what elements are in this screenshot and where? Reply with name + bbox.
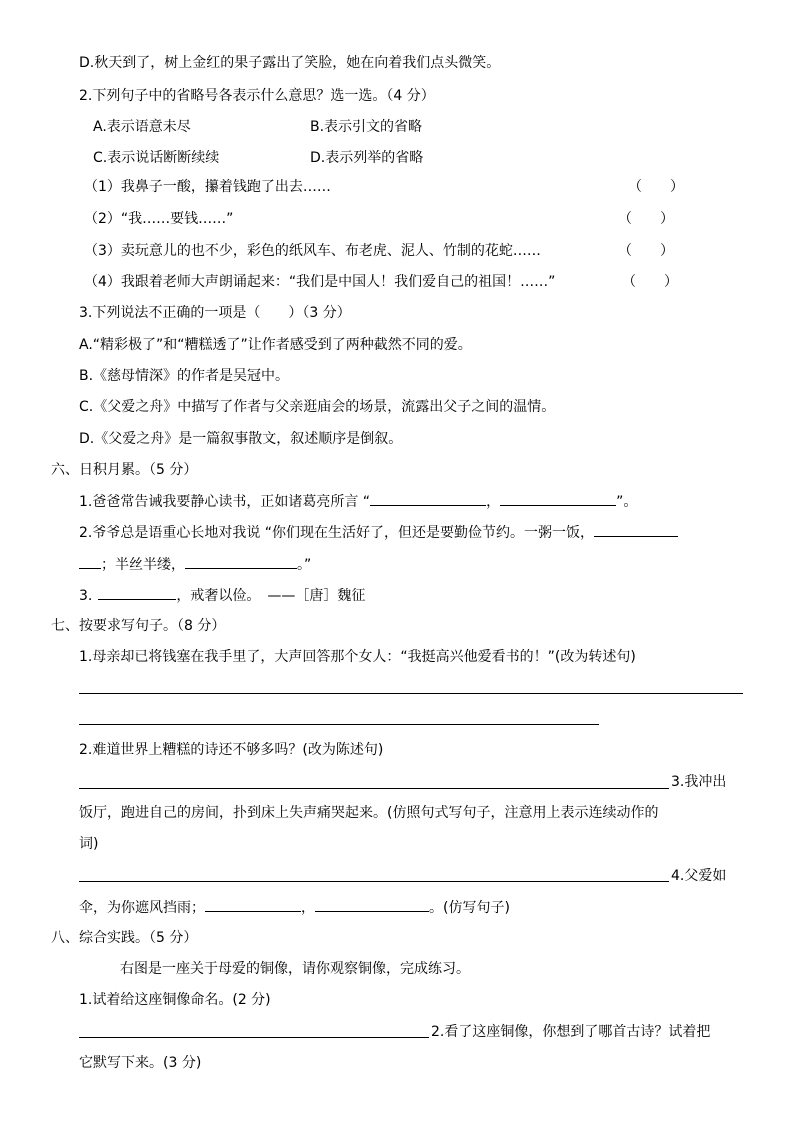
s6-q1-text: 1.爸爸常告诫我要静心读书，正如诸葛亮所言 “ — [79, 494, 371, 510]
answer-line[interactable] — [79, 724, 599, 725]
s7-q3-start: 3.我冲出 — [671, 774, 727, 790]
answer-paren[interactable]: （ ） — [628, 179, 684, 195]
s6-q2-line1 — [79, 522, 678, 543]
q5-2-option-a: A.表示语意未尽 — [93, 119, 191, 135]
q5-3-option-d: D.《父爱之舟》是一篇叙事散文，叙述顺序是倒叙。 — [79, 431, 403, 447]
s6-q3 — [79, 585, 365, 606]
s7-q3-line2: 饭厅，跑进自己的房间，扑到床上失声痛哭起来。(仿照句式写句子，注意用上表示连续动作的 — [79, 805, 659, 821]
s8-q1: 1.试着给这座铜像命名。(2 分) — [79, 992, 271, 1008]
s6-q1 — [79, 491, 637, 512]
fill-blank[interactable] — [370, 491, 486, 506]
answer-line[interactable] — [79, 693, 743, 694]
answer-line[interactable] — [79, 881, 669, 882]
fill-blank[interactable] — [79, 554, 101, 569]
answer-line[interactable] — [79, 1037, 429, 1038]
answer-line[interactable] — [79, 788, 669, 789]
s7-q4-start: 4.父爱如 — [671, 868, 727, 884]
q5-2-sentence-1: （1）我鼻子一酸，攥着钱跑了出去…… — [84, 179, 331, 195]
q5-2-sentence-4: （4）我跟着老师大声朗诵起来：“我们是中国人！我们爱自己的祖国！……” — [84, 274, 556, 290]
fill-blank[interactable] — [315, 897, 429, 912]
s7-q4-line2 — [79, 897, 510, 918]
q5-3-option-a: A.“精彩极了”和“糟糕透了”让作者感受到了两种截然不同的爱。 — [79, 337, 472, 353]
q5-2-option-c: C.表示说话断断续续 — [93, 150, 220, 166]
q5-3-stem: 3.下列说法不正确的一项是（ ）（3 分） — [79, 305, 351, 321]
s8-intro: 右图是一座关于母爱的铜像，请你观察铜像，完成练习。 — [120, 961, 470, 977]
s6-q2-mid-text: ；半丝半缕， — [101, 557, 185, 573]
q5-2-stem: 2.下列句子中的省略号各表示什么意思？选一选。（4 分） — [79, 88, 435, 104]
comma: ， — [301, 900, 315, 916]
section-8-title: 八、综合实践。（5 分） — [51, 930, 198, 946]
section-6-title: 六、日积月累。（5 分） — [51, 462, 198, 478]
fill-blank[interactable] — [185, 554, 297, 569]
q5-3-option-c: C.《父爱之舟》中描写了作者与父亲逛庙会的场景，流露出父子之间的温情。 — [79, 399, 556, 415]
q5-2-option-d: D.表示列举的省略 — [310, 150, 424, 166]
closing-quote: ”。 — [616, 494, 638, 510]
s6-q3-text: ，戒奢以俭。 ——［唐］魏征 — [176, 588, 366, 604]
fill-blank[interactable] — [594, 522, 678, 537]
fill-blank[interactable] — [205, 897, 301, 912]
s7-q4-text: 伞，为你遮风挡雨； — [79, 900, 205, 916]
q5-2-option-b: B.表示引文的省略 — [310, 119, 423, 135]
q5-1-option-d: D.秋天到了，树上金红的果子露出了笑脸，她在向着我们点头微笑。 — [79, 55, 501, 71]
s6-q2-line2 — [79, 554, 311, 575]
fill-blank[interactable] — [500, 491, 616, 506]
s6-q2-end-text: 。” — [297, 557, 312, 573]
s7-q2: 2.难道世界上糟糕的诗还不够多吗？(改为陈述句) — [79, 742, 384, 758]
s7-q1: 1.母亲却已将钱塞在我手里了，大声回答那个女人：“我挺高兴他爱看书的！”(改为转述句) — [79, 649, 636, 665]
q5-2-sentence-2: （2）“我……要钱……” — [84, 211, 234, 227]
s8-q2-start: 2.看了这座铜像，你想到了哪首古诗？试着把 — [431, 1024, 711, 1040]
s8-q2-line2: 它默写下来。(3 分) — [79, 1055, 202, 1071]
answer-paren[interactable]: （ ） — [618, 211, 674, 227]
s7-q4-end: 。(仿写句子) — [429, 900, 510, 916]
q5-3-option-b: B.《慈母情深》的作者是吴冠中。 — [79, 368, 290, 384]
comma: ， — [486, 494, 501, 510]
s6-q3-number: 3. — [79, 588, 93, 604]
section-7-title: 七、按要求写句子。（8 分） — [51, 618, 226, 634]
s7-q3-line3: 词) — [79, 836, 99, 852]
answer-paren[interactable]: （ ） — [622, 274, 678, 290]
s6-q2-text: 2.爷爷总是语重心长地对我说 “你们现在生活好了，但还是要勤俭节约。一粥一饭， — [79, 525, 595, 541]
answer-paren[interactable]: （ ） — [618, 243, 674, 259]
fill-blank[interactable] — [98, 585, 176, 600]
q5-2-sentence-3: （3）卖玩意儿的也不少，彩色的纸风车、布老虎、泥人、竹制的花蛇…… — [84, 243, 541, 259]
